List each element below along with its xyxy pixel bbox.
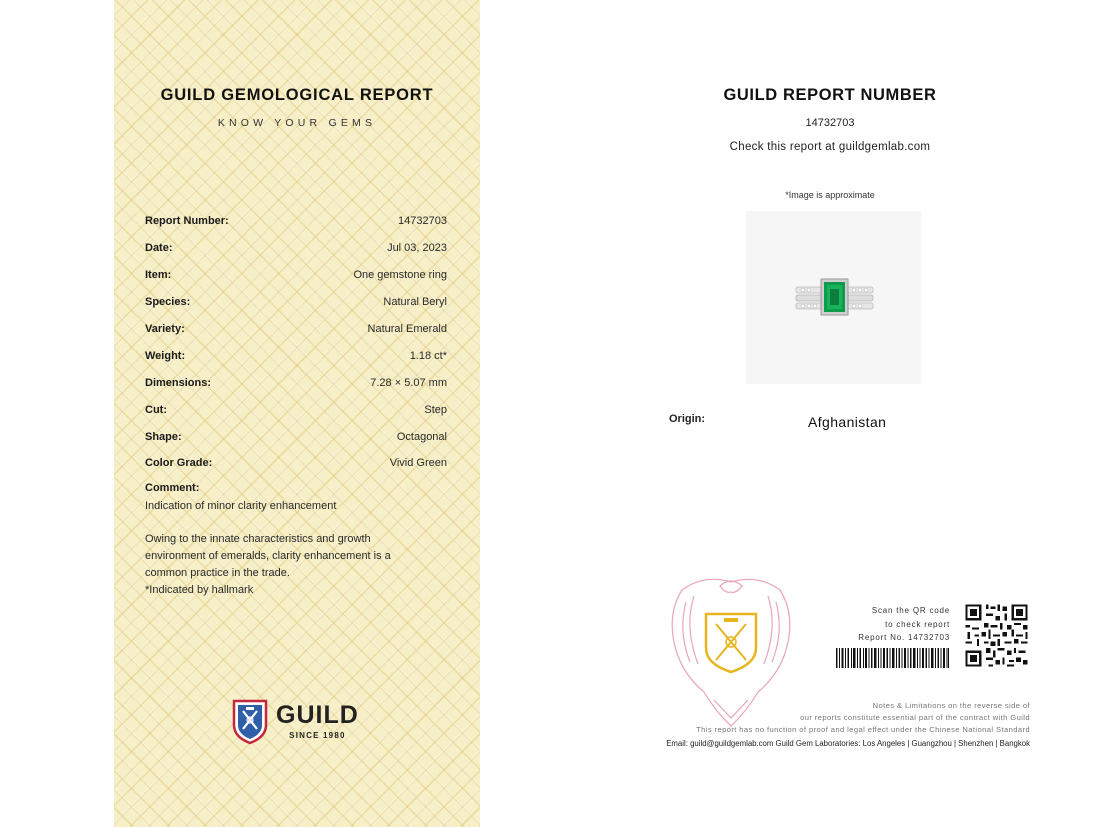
field-date [145, 235, 447, 262]
guild-logo-text [276, 700, 359, 740]
gem-ring-photo [746, 211, 921, 384]
qr-line: Scan the QR code [871, 606, 950, 615]
report-fields [145, 208, 447, 599]
notes-line: our reports constitute essential part of the contract with Guild [800, 712, 1030, 722]
field-value: Vivid Green [389, 457, 447, 470]
field-value: Natural Emerald [367, 323, 447, 335]
field-label: Report Number: [145, 215, 229, 228]
field-value: Octagonal [396, 430, 447, 443]
field-report-number [145, 208, 447, 235]
guild-logo [232, 697, 359, 745]
comment-text: Indication of minor clarity enhancement [145, 499, 337, 512]
comment-line: Owing to the innate characteristics and growth [145, 532, 371, 545]
field-label: Shape: [145, 430, 182, 443]
comment-line: environment of emeralds, clarity enhancement is a [145, 549, 391, 562]
guild-wordmark: GUILD [276, 700, 359, 729]
report-number-heading: GUILD REPORT NUMBER [723, 86, 937, 104]
field-color-grade [145, 450, 447, 477]
field-value: Jul 03, 2023 [387, 242, 447, 255]
field-value: Natural Beryl [383, 296, 447, 309]
field-label: Cut: [145, 403, 167, 416]
verify-link-text: Check this report at guildgemlab.com [729, 141, 931, 153]
origin-label: Origin: [669, 413, 706, 425]
guild-since: SINCE 1980 [289, 730, 346, 740]
field-label: Species: [145, 296, 191, 309]
qr-instructions [800, 604, 950, 645]
comment-paragraph [145, 531, 435, 599]
field-value: Step [424, 403, 447, 416]
field-value: One gemstone ring [353, 269, 447, 282]
comment-line: *Indicated by hallmark [145, 583, 254, 596]
field-label: Variety: [145, 323, 185, 335]
notes-line: Notes & Limitations on the reverse side of [872, 701, 1030, 710]
report-tagline: KNOW YOUR GEMS [217, 117, 377, 129]
field-label: Dimensions: [145, 376, 212, 389]
image-note: *Image is approximate [785, 190, 875, 200]
field-species [145, 289, 447, 316]
qr-line: to check report [885, 619, 950, 629]
field-label: Item: [145, 269, 172, 282]
qr-code-icon[interactable] [963, 602, 1030, 669]
contact-line: Email: guild@guildgemlab.com Guild Gem Laboratories: Los Angeles | Guangzhou | Shenzhen | Bangkok [666, 739, 1030, 748]
qr-line: Report No. 14732703 [858, 633, 950, 642]
field-label: Weight: [145, 349, 186, 362]
field-item [145, 262, 447, 289]
barcode-icon [836, 648, 949, 668]
field-variety [145, 316, 447, 343]
report-left-panel [114, 0, 480, 827]
field-dimensions [145, 369, 447, 396]
field-weight [145, 342, 447, 369]
origin-value: Afghanistan [808, 414, 887, 430]
field-label: Date: [145, 242, 173, 255]
comment-line: common practice in the trade. [145, 566, 290, 579]
notes-line: This report has no function of proof and legal effect under the Chinese National Standard [696, 724, 1030, 734]
report-title: GUILD GEMOLOGICAL REPORT [160, 86, 434, 104]
report-number: 14732703 [805, 117, 855, 129]
comment-label: Comment: [145, 481, 200, 494]
field-cut [145, 396, 447, 423]
field-value: 1.18 ct* [409, 349, 447, 362]
ring-illustration [746, 211, 921, 384]
guild-shield-icon [232, 697, 268, 745]
notes-limitations [560, 700, 1030, 735]
field-label: Color Grade: [145, 457, 213, 470]
field-value: 7.28 × 5.07 mm [370, 376, 447, 389]
field-shape [145, 423, 447, 450]
field-value: 14732703 [398, 215, 447, 228]
